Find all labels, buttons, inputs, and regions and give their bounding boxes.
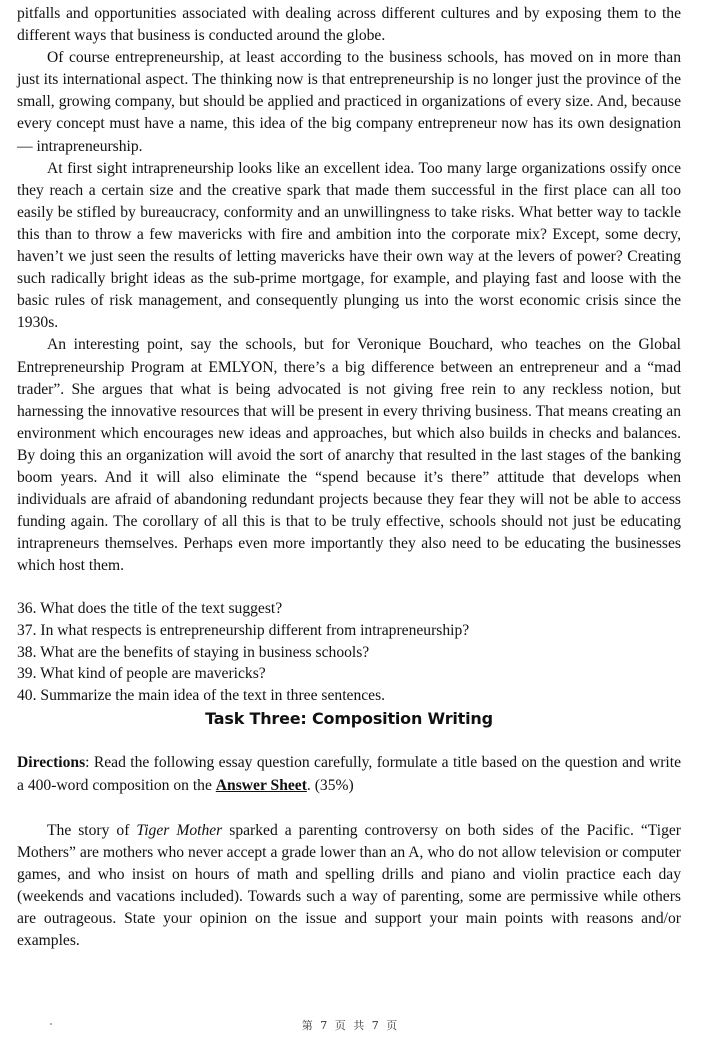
question-38: 38. What are the benefits of staying in business schools? — [17, 643, 370, 661]
paragraph-intrapreneurship-definition: Of course entrepreneurship, at least according to the business schools, has moved on in more than just its international aspect. The thinking now is that entrepreneurship is no longer just the province of the small, growing company, but should be applied and practiced in organizations of every size. And, because every concept must have a name, this idea of the big company entrepreneur now has its own designation— intrapreneurship. — [17, 49, 681, 155]
question-list — [17, 598, 681, 706]
book-title: Tiger Mother — [136, 821, 223, 839]
paragraph-continuation: pitfalls and opportunities associated with dealing across different cultures and by exposing them to the different ways that business is conducted around the globe. — [17, 5, 681, 45]
essay-prompt — [17, 820, 681, 953]
question-39: 39. What kind of people are mavericks? — [17, 665, 266, 683]
question-36: 36. What does the title of the text suggest? — [17, 600, 283, 618]
prompt-body: sparked a parenting controversy on both sides of the Pacific. “Tiger Mothers” are mothers who never accept a grade lower than an A, who do not allow television or computer games, and who insist on hours of math and spelling drills and piano and violin practice each day (weekends and vacations included). Towards such a way of parenting, some are permissive while others are outrageous. State your opinion on the issue and support your main points with reasons and/or examples. — [17, 821, 681, 950]
document-page — [17, 3, 681, 952]
directions-weight: . (35%) — [306, 776, 354, 794]
task-heading: Task Three: Composition Writing — [205, 709, 493, 729]
paragraph-bouchard: An interesting point, say the schools, but for Veronique Bouchard, who teaches on the Global Entrepreneurship Program at EMLYON, there’s a big difference between an entrepreneur and a “mad trader”. She argues that what is being advocated is not giving free rein to any reckless notion, but harnessing the innovative resources that will be present in every thriving business. That means creating an environment which encourages new ideas and approaches, but which also builds in checks and balances. By doing this an organization will avoid the sort of anarchy that resulted in the last stages of the banking boom years. And it will also eliminate the “spend because it’s there” attitude that develops when individuals are afraid of abandoning redundant projects because they fear they will not be able to access funding again. The corollary of all this is that to be truly effective, schools should not just be educating intrapreneurs themselves. Perhaps even more importantly they also need to be educating the businesses which host them. — [17, 336, 681, 575]
directions-text: : Read the following essay question carefully, formulate a title based on the question and write a 400-word composition on the — [17, 754, 681, 794]
question-37: 37. In what respects is entrepreneurship different from intrapreneurship? — [17, 622, 470, 640]
page-footer: 第 7 页 共 7 页 — [301, 1019, 400, 1032]
answer-sheet-label: Answer Sheet — [215, 776, 307, 794]
directions — [17, 752, 681, 796]
scan-speck — [50, 1023, 52, 1025]
directions-label: Directions — [17, 754, 86, 772]
prompt-lead: The story of — [47, 821, 137, 839]
paragraph-mavericks: At first sight intrapreneurship looks like an excellent idea. Too many large organizations ossify once they reach a certain size and the creative spark that made them successful in the first place can all too easily be stifled by bureaucracy, conformity and an unwillingness to take risks. What better way to tackle this than to throw a few mavericks with fire and ambition into the corporate mix? Except, some decry, haven’t we just seen the results of letting mavericks have their own way at the levers of power? Creating such radically bright ideas as the sub-prime mortgage, for example, and playing fast and loose with the basic rules of risk management, and consequently plunging us into the worst economic crisis since the 1930s. — [17, 159, 681, 332]
question-40: 40. Summarize the main idea of the text in three sentences. — [17, 686, 386, 704]
